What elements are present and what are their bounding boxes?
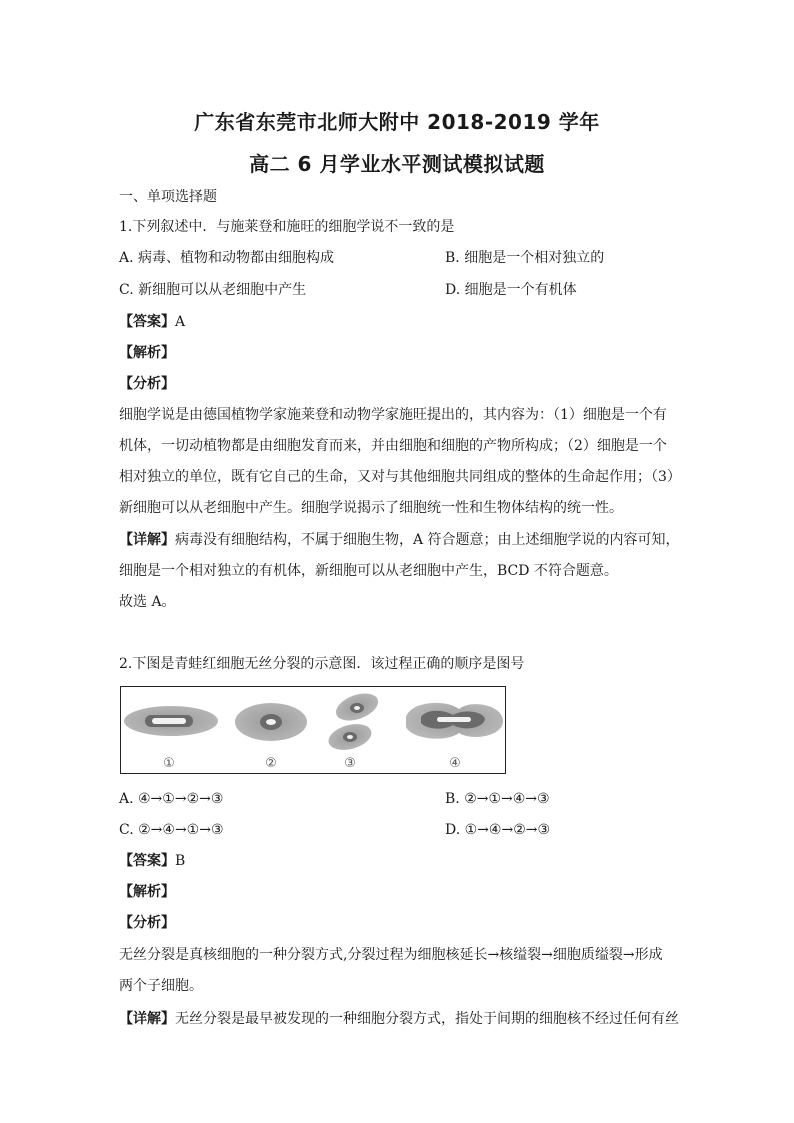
figure-label-2: ② bbox=[265, 756, 277, 771]
q2-option-d: D. ①→④→②→③ bbox=[445, 822, 551, 838]
cell-stage-1 bbox=[124, 706, 218, 736]
detail-tag: 【详解】 bbox=[119, 532, 175, 548]
q1-answer bbox=[119, 313, 185, 331]
document-title-line2: 高二 6 月学业水平测试模拟试题 bbox=[249, 152, 545, 176]
answer-tag: 【答案】 bbox=[119, 314, 175, 330]
q2-answer bbox=[119, 852, 185, 870]
q1-conclusion: 故选 A。 bbox=[119, 594, 176, 610]
answer-value: B bbox=[175, 853, 186, 869]
q1-option-c: C. 新细胞可以从老细胞中产生 bbox=[119, 282, 307, 298]
answer-value: A bbox=[175, 314, 186, 330]
q1-analysis-line: 细胞学说是由德国植物学家施莱登和动物学家施旺提出的，其内容为：（1）细胞是一个有 bbox=[119, 407, 667, 423]
q1-analysis-line: 相对独立的单位，既有它自己的生命，又对与其他细胞共同组成的整体的生命起作用；（3） bbox=[119, 469, 681, 485]
q2-option-c: C. ②→④→①→③ bbox=[119, 822, 224, 838]
q1-option-d: D. 细胞是一个有机体 bbox=[445, 282, 577, 298]
q1-option-b: B. 细胞是一个相对独立的 bbox=[445, 250, 605, 266]
cell-stage-3 bbox=[326, 688, 382, 754]
detail-tag: 【详解】 bbox=[119, 1011, 175, 1027]
q2-analysis-line: 无丝分裂是真核细胞的一种分裂方式,分裂过程为细胞核延长→核缢裂→细胞质缢裂→形成 bbox=[119, 947, 663, 963]
cell-division-figure bbox=[120, 686, 506, 774]
q2-analysis-line: 两个子细胞。 bbox=[119, 978, 203, 994]
q2-jiexi-tag: 【解析】 bbox=[119, 884, 175, 900]
document-title-line1: 广东省东莞市北师大附中 2018-2019 学年 bbox=[194, 110, 600, 134]
detail-text: 无丝分裂是最早被发现的一种细胞分裂方式，指处于间期的细胞核不经过任何有丝 bbox=[175, 1011, 679, 1027]
cell-stage-4 bbox=[406, 703, 503, 739]
q2-detail bbox=[119, 1010, 679, 1028]
q1-analysis-line: 机体，一切动植物都是由细胞发育而来，并由细胞和细胞的产物所构成；（2）细胞是一个 bbox=[119, 438, 667, 454]
amitosis-diagram bbox=[121, 687, 505, 773]
detail-text: 病毒没有细胞结构，不属于细胞生物，A 符合题意；由上述细胞学说的内容可知， bbox=[175, 532, 680, 548]
cell-stage-2 bbox=[235, 703, 307, 741]
q1-detail-line: 细胞是一个相对独立的有机体，新细胞可以从老细胞中产生，BCD 不符合题意。 bbox=[119, 563, 618, 579]
q2-option-a: A. ④→①→②→③ bbox=[119, 791, 224, 807]
q1-option-a: A. 病毒、植物和动物都由细胞构成 bbox=[119, 250, 335, 266]
q2-option-b: B. ②→①→④→③ bbox=[445, 791, 550, 807]
q1-jiexi-tag: 【解析】 bbox=[119, 345, 175, 361]
figure-label-3: ③ bbox=[344, 756, 356, 771]
q2-stem: 2.下图是青蛙红细胞无丝分裂的示意图．该过程正确的顺序是图号 bbox=[119, 656, 525, 672]
section-heading: 一、单项选择题 bbox=[119, 189, 217, 205]
q1-analysis-line: 新细胞可以从老细胞中产生。细胞学说揭示了细胞统一性和生物体结构的统一性。 bbox=[119, 500, 623, 516]
q1-detail bbox=[119, 531, 680, 549]
answer-tag: 【答案】 bbox=[119, 853, 175, 869]
q1-fenxi-tag: 【分析】 bbox=[119, 376, 175, 392]
figure-label-4: ④ bbox=[449, 756, 461, 771]
q1-stem: 1.下列叙述中．与施莱登和施旺的细胞学说不一致的是 bbox=[119, 219, 455, 235]
figure-label-1: ① bbox=[163, 756, 175, 771]
q2-fenxi-tag: 【分析】 bbox=[119, 915, 175, 931]
